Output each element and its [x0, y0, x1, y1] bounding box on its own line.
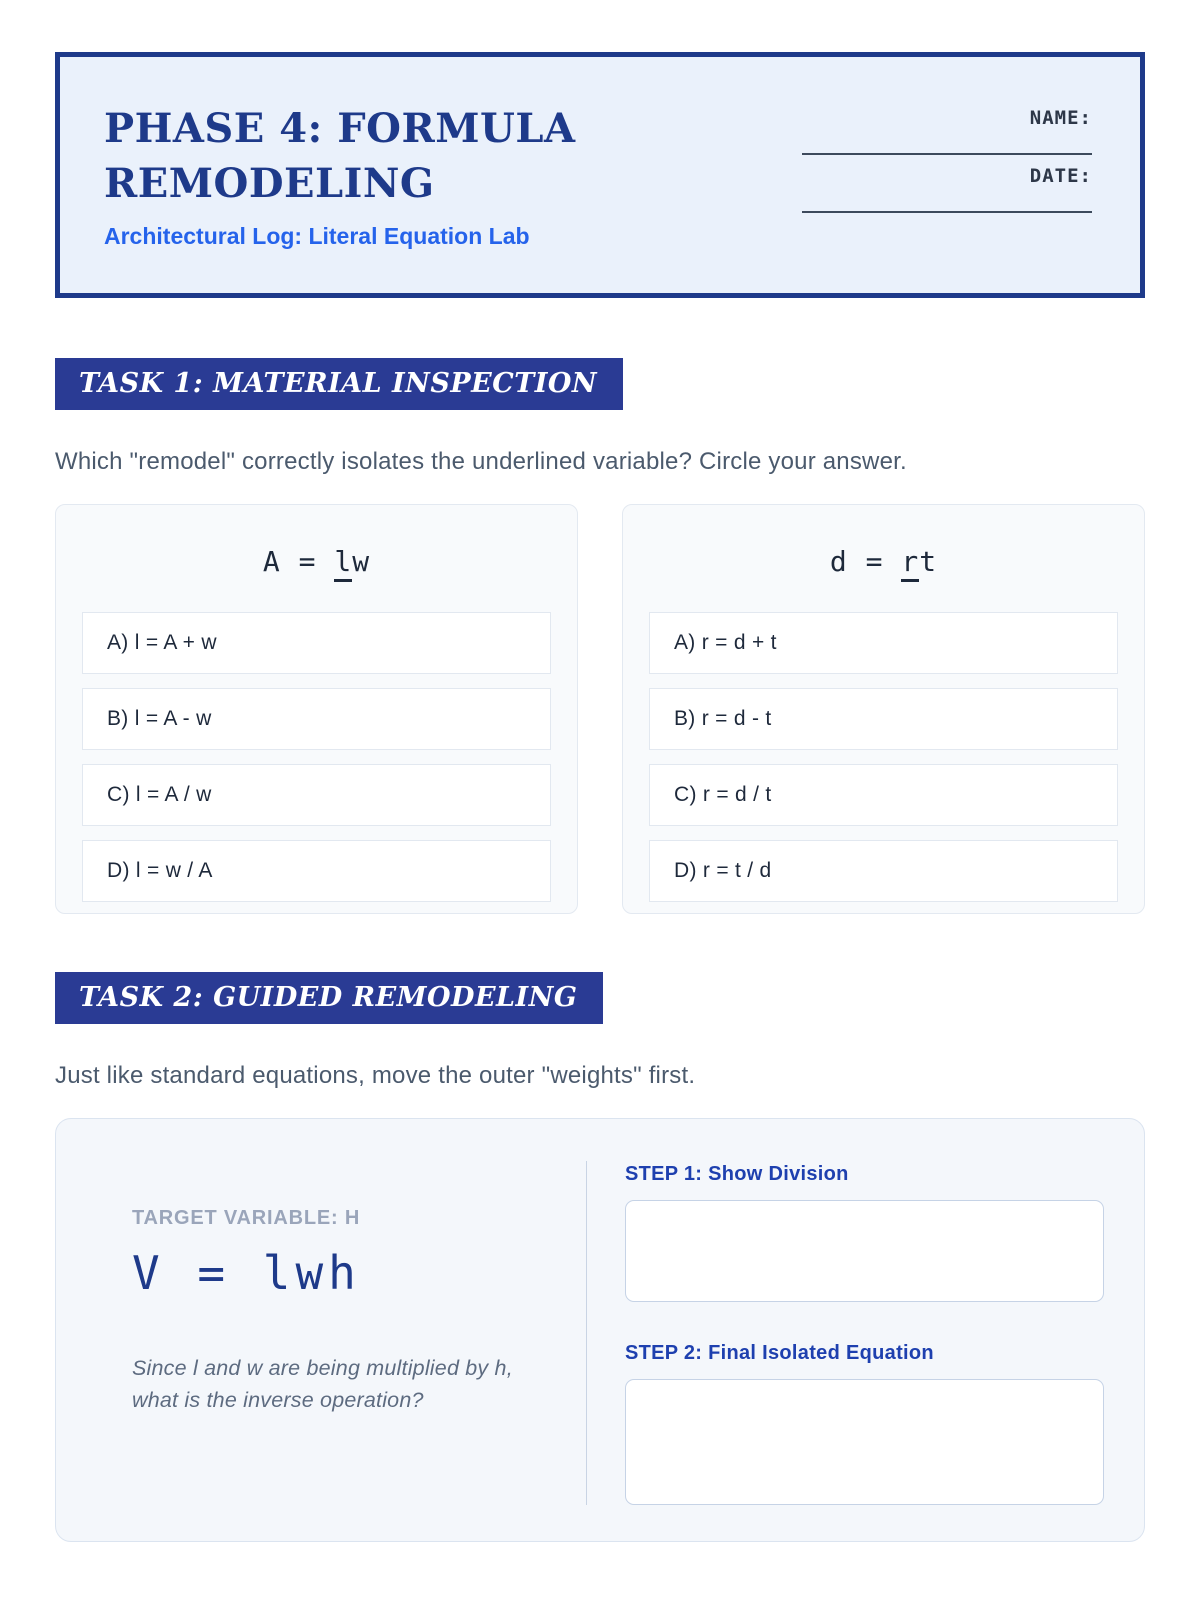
- task1-panels: [55, 504, 1145, 914]
- problem-1-equation: [82, 545, 551, 578]
- answer-option-b[interactable]: B) r = d - t: [649, 688, 1118, 750]
- equation-suffix: w: [352, 545, 371, 578]
- task2-banner: TASK 2: GUIDED REMODELING: [55, 972, 603, 1024]
- vertical-divider: [586, 1161, 587, 1505]
- answer-option-a[interactable]: A) r = d + t: [649, 612, 1118, 674]
- step-1-label: STEP 1: Show Division: [624, 1163, 849, 1185]
- target-variable-label: TARGET VARIABLE: H: [132, 1207, 361, 1229]
- date-input-line[interactable]: [802, 211, 1092, 213]
- answer-option-d[interactable]: D) r = t / d: [649, 840, 1118, 902]
- page-subtitle: Architectural Log: Literal Equation Lab: [104, 223, 530, 250]
- name-input-line[interactable]: [802, 153, 1092, 155]
- problem-panel-2: [622, 504, 1145, 914]
- equation-prefix: A =: [262, 545, 335, 578]
- problem-panel-1: [55, 504, 578, 914]
- equation-prefix: d =: [829, 545, 902, 578]
- step-2-label: STEP 2: Final Isolated Equation: [624, 1342, 934, 1364]
- guided-steps-column: [625, 1161, 1104, 1505]
- header: [55, 52, 1145, 298]
- task2-instruction: Just like standard equations, move the outer "weights" first.: [55, 1062, 696, 1089]
- date-label: DATE:: [1029, 165, 1092, 187]
- task1-instruction: Which "remodel" correctly isolates the underlined variable? Circle your answer.: [55, 448, 907, 475]
- equation-underlined-variable: l: [334, 545, 352, 582]
- answer-option-a[interactable]: A) l = A + w: [82, 612, 551, 674]
- answer-option-c[interactable]: C) r = d / t: [649, 764, 1118, 826]
- step-2-group: [625, 1342, 1104, 1505]
- guided-hint-note: Since l and w are being multiplied by h, what is the inverse operation?: [132, 1356, 513, 1413]
- problem-2-equation: [649, 545, 1118, 578]
- equation-suffix: t: [919, 545, 938, 578]
- date-row: [802, 165, 1092, 213]
- equation-underlined-variable: r: [901, 545, 919, 582]
- task1-banner: TASK 1: MATERIAL INSPECTION: [55, 358, 623, 410]
- guided-problem-column: [96, 1161, 548, 1505]
- header-left: [104, 101, 684, 250]
- name-date-block: [802, 101, 1092, 213]
- step-1-answer-box[interactable]: [625, 1200, 1104, 1302]
- page-title: PHASE 4: FORMULA REMODELING: [104, 105, 576, 208]
- guided-remodeling-card: [55, 1118, 1145, 1542]
- name-label: NAME:: [1029, 107, 1092, 129]
- answer-option-b[interactable]: B) l = A - w: [82, 688, 551, 750]
- name-row: [802, 107, 1092, 155]
- answer-option-d[interactable]: D) l = w / A: [82, 840, 551, 902]
- guided-equation: V = lwh: [132, 1246, 361, 1300]
- step-1-group: [625, 1163, 1104, 1302]
- answer-option-c[interactable]: C) l = A / w: [82, 764, 551, 826]
- step-2-answer-box[interactable]: [625, 1379, 1104, 1505]
